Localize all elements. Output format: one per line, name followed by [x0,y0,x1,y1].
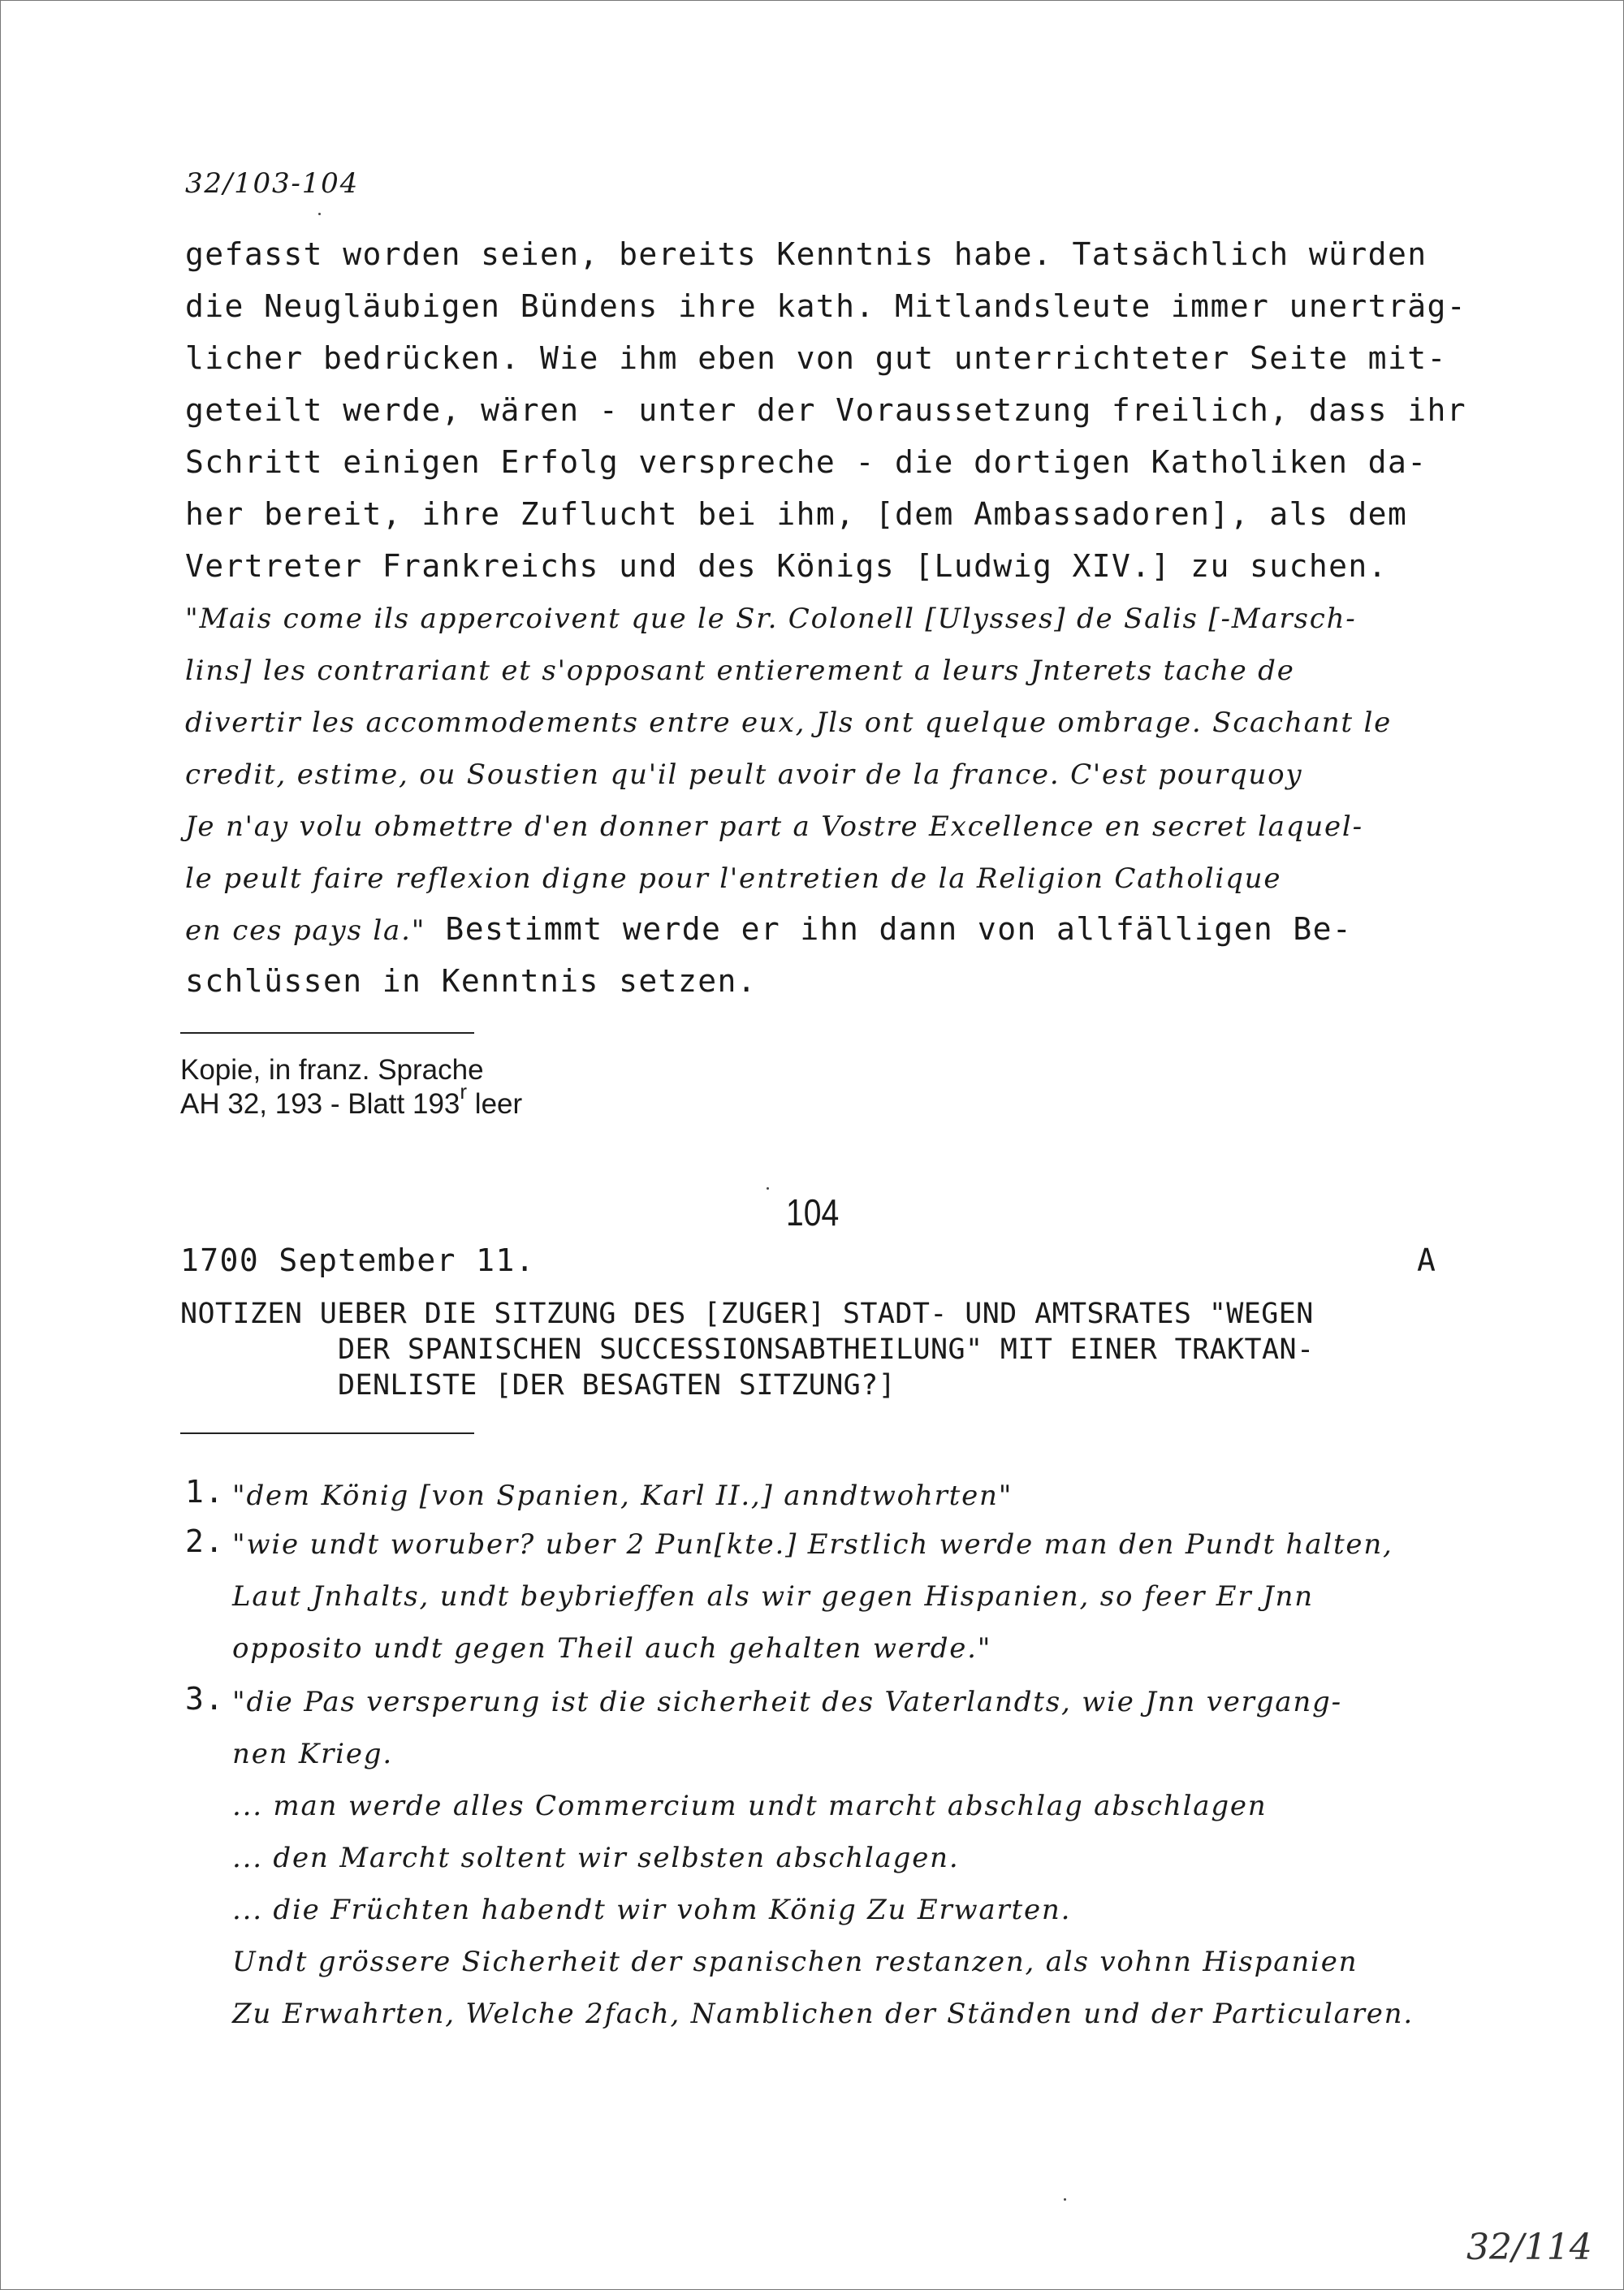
item-line: Laut Jnhalts, undt beybrieffen als wir gegen Hispanien, so feer Er Jnn [232,1580,1314,1613]
quote-line: divertir les accommodements entre eux, Jls ont quelque ombrage. Scachant le [185,706,1393,739]
quote-line: lins] les contrariant et s'opposant entierement a leurs Jnterets tache de [185,655,1295,687]
document-number: 104 [786,1191,840,1234]
document-title-line: DENLISTE [DER BESAGTEN SITZUNG?] [338,1369,896,1402]
text-line: her bereit, ihre Zuflucht bei ihm, [dem Ambassadoren], als dem [185,496,1408,532]
item-line: "dem König [von Spanien, Karl II.,] anndtwohrten" [232,1480,1013,1512]
text-line: Schritt einigen Erfolg verspreche - die dortigen Katholiken da- [185,444,1427,480]
quote-line: le peult faire reflexion digne pour l'entretien de la Religion Catholique [185,862,1282,895]
quote-line: "Mais come ils appercoivent que le Sr. Colonell [Ulysses] de Salis [-Marsch- [185,603,1357,635]
source-note-line [180,1079,523,1121]
item-line: "wie undt woruber? uber 2 Pun[kte.] Erstlich werde man den Pundt halten, [232,1528,1393,1561]
quote-line: Je n'ay volu obmettre d'en donner part a Vostre Excellence en secret laquel- [185,810,1363,843]
archive-reference: AH 32, 193 - Blatt 193 [180,1088,460,1120]
item-line: Zu Erwahrten, Welche 2fach, Namblichen der Ständen und der Particularen. [232,1998,1414,2030]
scan-speck [1064,2198,1066,2201]
text-line: licher bedrücken. Wie ihm eben von gut unterrichteter Seite mit- [185,340,1447,376]
note-end: leer [467,1088,523,1120]
text-continuation: Bestimmt werde er ihn dann von allfälligen Be- [425,911,1353,947]
text-line: geteilt werde, wären - unter der Voraussetzung freilich, dass ihr [185,392,1467,428]
document-title-line: NOTIZEN UEBER DIE SITZUNG DES [ZUGER] STADT- UND AMTSRATES "WEGEN [180,1298,1314,1330]
text-line: Vertreter Frankreichs und des Königs [Ludwig XIV.] zu suchen. [185,548,1388,584]
document-title-line: DER SPANISCHEN SUCCESSIONSABTHEILUNG" MIT EINER TRAKTAN- [338,1333,1315,1366]
item-line: Undt grössere Sicherheit der spanischen restanzen, als vohnn Hispanien [232,1946,1358,1978]
scan-speck [318,213,321,215]
item-number: 3. [185,1681,225,1717]
quote-end: en ces pays la." [185,914,426,947]
source-note-line: Kopie, in franz. Sprache [180,1054,484,1086]
handwritten-page-mark: 32/114 [1466,2227,1592,2268]
document-date: 1700 September 11. [180,1242,536,1278]
document-letter: A [1417,1242,1437,1278]
item-number: 1. [185,1474,225,1510]
text-line: die Neugläubigen Bündens ihre kath. Mitlandsleute immer unerträg- [185,288,1467,324]
superscript: r [460,1079,468,1104]
mixed-line [185,911,1352,947]
note-separator [180,1032,474,1034]
item-line: ... man werde alles Commercium undt marcht abschlag abschlagen [232,1790,1268,1822]
item-line: "die Pas versperung ist die sicherheit des Vaterlandts, wie Jnn vergang- [232,1686,1342,1718]
text-line: schlüssen in Kenntnis setzen. [185,963,758,999]
title-separator [180,1432,474,1434]
item-line: ... die Früchten habendt wir vohm König Zu Erwarten. [232,1894,1072,1926]
item-line: opposito undt gegen Theil auch gehalten werde." [232,1632,992,1665]
item-line: ... den Marcht soltent wir selbsten abschlagen. [232,1842,960,1874]
text-line: gefasst worden seien, bereits Kenntnis habe. Tatsächlich würden [185,236,1427,272]
item-number: 2. [185,1523,225,1559]
item-line: nen Krieg. [232,1738,393,1770]
quote-line: credit, estime, ou Soustien qu'il peult avoir de la france. C'est pourquoy [185,758,1303,791]
scan-speck [767,1187,769,1190]
page-reference: 32/103-104 [185,167,359,200]
